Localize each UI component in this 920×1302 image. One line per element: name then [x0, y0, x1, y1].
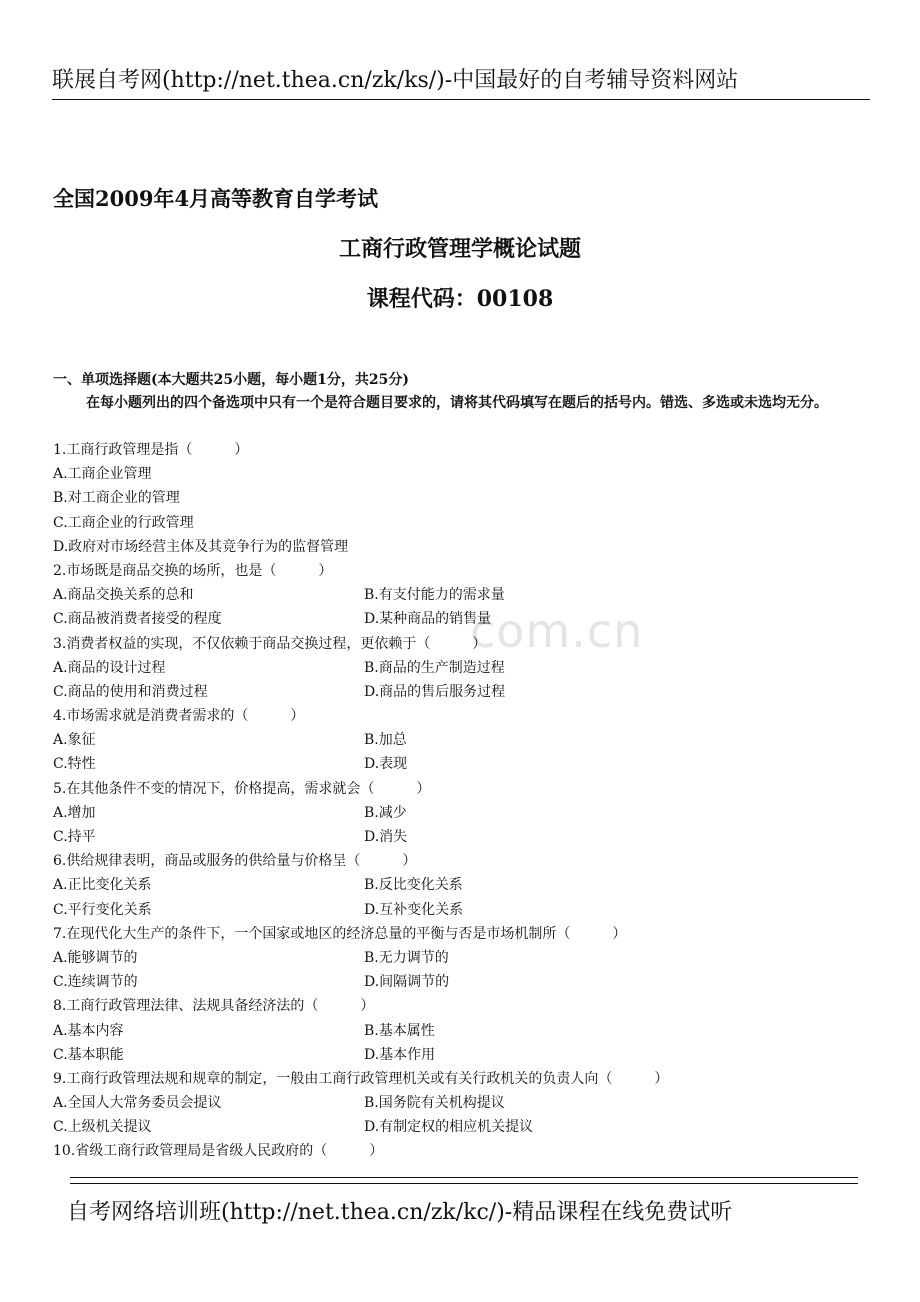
section-instructions: 在每小题列出的四个备选项中只有一个是符合题目要求的，请将其代码填写在题后的括号内。错选、多选或未选均无分。: [86, 395, 828, 411]
question-stem: [53, 994, 873, 1018]
option-text: B.商品的生产制造过程: [364, 659, 505, 676]
option-row: [53, 1091, 873, 1115]
question-stem: [53, 559, 873, 583]
option-text: C.工商企业的行政管理: [53, 514, 194, 531]
option-text: A.象征: [53, 732, 96, 749]
option-text: B.无力调节的: [364, 949, 449, 966]
option-text: B.有支付能力的需求量: [364, 587, 505, 604]
question-stem-text: 8.工商行政管理法律、法规具备经济法的（ ）: [53, 998, 375, 1015]
option-text: B.反比变化关系: [364, 877, 463, 894]
option-text: C.持平: [53, 829, 96, 845]
question-stem: [53, 777, 873, 801]
question-stem-text: 3.消费者权益的实现，不仅依赖于商品交换过程，更依赖于（ ）: [53, 635, 487, 652]
option-row: [53, 462, 873, 486]
option-row: [53, 1019, 873, 1043]
option-row: [53, 486, 873, 510]
option-text: B.基本属性: [364, 1022, 435, 1039]
option-text: C.平行变化关系: [53, 901, 152, 918]
option-text: B.国务院有关机构提议: [364, 1095, 505, 1112]
question-stem-text: 2.市场既是商品交换的场所，也是（ ）: [53, 562, 333, 579]
option-text: D.商品的售后服务过程: [364, 683, 506, 700]
course-code: 课程代码：00108: [366, 286, 554, 312]
option-row: [53, 1043, 873, 1067]
option-row: [53, 970, 873, 994]
question-stem: [53, 704, 873, 728]
page-footer: 自考网络培训班(http://net.thea.cn/zk/kc/)-精品课程在线免费试听: [67, 1200, 733, 1225]
question-list: [53, 438, 873, 1164]
option-row: [53, 535, 873, 559]
option-text: A.工商企业管理: [53, 466, 152, 483]
option-text: A.基本内容: [53, 1022, 124, 1039]
page-header: 联展自考网(http://net.thea.cn/zk/ks/)-中国最好的自考辅导资料网站: [52, 66, 870, 100]
option-text: D.互补变化关系: [364, 901, 464, 918]
option-row: [53, 946, 873, 970]
option-row: [53, 511, 873, 535]
question-stem: [53, 632, 873, 656]
option-text: B.加总: [364, 732, 407, 749]
option-row: [53, 656, 873, 680]
question-stem-text: 9.工商行政管理法规和规章的制定，一般由工商行政管理机关或有关行政机关的负责人向（ ）: [53, 1070, 669, 1087]
option-row: [53, 873, 873, 897]
option-row: [53, 607, 873, 631]
option-text: B.减少: [364, 804, 407, 821]
option-text: D.基本作用: [364, 1046, 436, 1063]
option-text: A.全国人大常务委员会提议: [53, 1095, 222, 1112]
option-text: C.上级机关提议: [53, 1119, 152, 1136]
question-stem-text: 5.在其他条件不变的情况下，价格提高，需求就会（ ）: [53, 780, 431, 797]
watermark: com.cn: [470, 604, 644, 658]
option-text: D.间隔调节的: [364, 974, 450, 991]
question-stem: [53, 922, 873, 946]
question-stem-text: 4.市场需求就是消费者需求的（ ）: [53, 708, 305, 725]
option-text: A.商品交换关系的总和: [53, 587, 194, 604]
option-row: [53, 1115, 873, 1139]
option-text: B.对工商企业的管理: [53, 490, 180, 507]
question-stem: [53, 1139, 873, 1163]
section-heading: 一、单项选择题(本大题共25小题，每小题1分，共25分): [53, 372, 409, 388]
question-stem: [53, 1067, 873, 1091]
option-row: [53, 728, 873, 752]
option-text: A.能够调节的: [53, 949, 138, 966]
option-row: [53, 898, 873, 922]
option-row: [53, 801, 873, 825]
option-text: D.有制定权的相应机关提议: [364, 1119, 534, 1136]
option-row: [53, 825, 873, 849]
option-text: D.表现: [364, 756, 408, 773]
question-stem-text: 1.工商行政管理是指（ ）: [53, 442, 249, 458]
option-row: [53, 583, 873, 607]
option-text: A.正比变化关系: [53, 877, 152, 894]
question-stem: [53, 849, 873, 873]
question-stem-text: 10.省级工商行政管理局是省级人民政府的（ ）: [53, 1143, 384, 1160]
option-text: A.增加: [53, 804, 96, 821]
question-stem-text: 7.在现代化大生产的条件下，一个国家或地区的经济总量的平衡与否是市场机制所（ ）: [53, 925, 627, 942]
footer-divider: [70, 1177, 858, 1184]
question-stem: [53, 438, 873, 462]
option-text: D.某种商品的销售量: [364, 611, 492, 628]
option-text: C.连续调节的: [53, 974, 138, 991]
option-row: [53, 680, 873, 704]
option-text: D.政府对市场经营主体及其竞争行为的监督管理: [53, 538, 349, 555]
option-text: C.商品的使用和消费过程: [53, 683, 208, 700]
option-text: C.商品被消费者接受的程度: [53, 611, 222, 628]
question-stem-text: 6.供给规律表明，商品或服务的供给量与价格呈（ ）: [53, 853, 417, 870]
option-text: C.基本职能: [53, 1046, 124, 1063]
option-text: C.特性: [53, 756, 96, 773]
exam-title: 全国2009年4月高等教育自学考试: [53, 186, 379, 211]
option-text: A.商品的设计过程: [53, 659, 166, 676]
option-row: [53, 752, 873, 776]
option-text: D.消失: [364, 829, 408, 845]
subject-title: 工商行政管理学概论试题: [338, 236, 581, 262]
